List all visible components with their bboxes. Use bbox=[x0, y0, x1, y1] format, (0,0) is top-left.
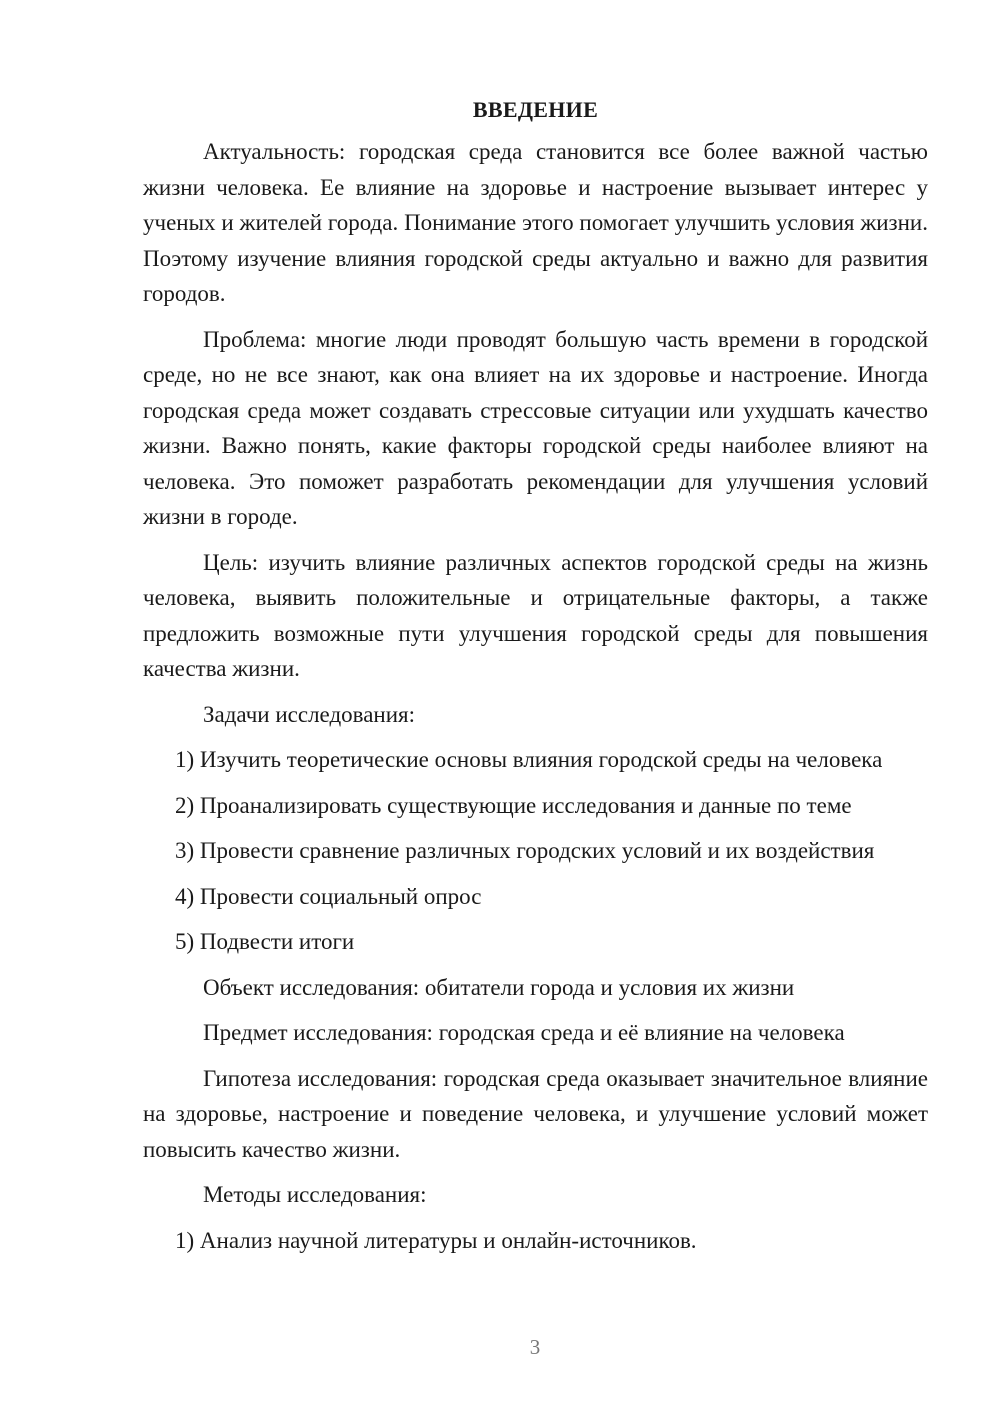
task-item-1: 1) Изучить теоретические основы влияния городской среды на человека bbox=[175, 747, 883, 772]
methods-heading: Методы исследования: bbox=[203, 1182, 427, 1207]
object-paragraph: Объект исследования: обитатели города и условия их жизни bbox=[203, 974, 795, 1000]
tasks-heading: Задачи исследования: bbox=[203, 701, 416, 727]
goal-paragraph: Цель: изучить влияние различных аспектов городской среды на жизнь человека, выявить положительные и отрицательные факторы, а также предложить возможные пути улучшения городской среды для повышения качества жизни. bbox=[143, 549, 928, 681]
page-title: ВВЕДЕНИЕ bbox=[472, 97, 599, 122]
task-item-4: 4) Провести социальный опрос bbox=[175, 883, 482, 909]
method-item-1: 1) Анализ научной литературы и онлайн-источников. bbox=[175, 1227, 697, 1253]
problem-paragraph: Проблема: многие люди проводят большую часть времени в городской среде, но не все знают, как она влияет на их здоровье и настроение. Иногда городская среда может создавать стрессовые ситуации или ухудшать качество жизни. Важно понять, какие факторы городской среды наиболее влияют на человека. Это поможет разработать рекомендации для улучшения условий жизни в городе. bbox=[143, 326, 928, 529]
subject-paragraph: Предмет исследования: городская среда и её влияние на человека bbox=[203, 1020, 845, 1045]
hypothesis-paragraph: Гипотеза исследования: городская среда оказывает значительное влияние на здоровье, настроение и поведение человека, и улучшение условий может повысить качество жизни. bbox=[143, 1065, 928, 1162]
task-item-2: 2) Проанализировать существующие исследования и данные по теме bbox=[175, 792, 852, 818]
page-number: 3 bbox=[529, 1335, 541, 1359]
relevance-paragraph: Актуальность: городская среда становится все более важной частью жизни человека. Ее влияние на здоровье и настроение вызывает интерес у ученых и жителей города. Понимание этого помогает улучшить условия жизни. Поэтому изучение влияния городской среды актуально и важно для развития городов. bbox=[143, 139, 928, 306]
task-item-3: 3) Провести сравнение различных городских условий и их воздействия bbox=[175, 838, 875, 863]
page-content bbox=[143, 94, 928, 1268]
task-item-5: 5) Подвести итоги bbox=[175, 929, 355, 954]
